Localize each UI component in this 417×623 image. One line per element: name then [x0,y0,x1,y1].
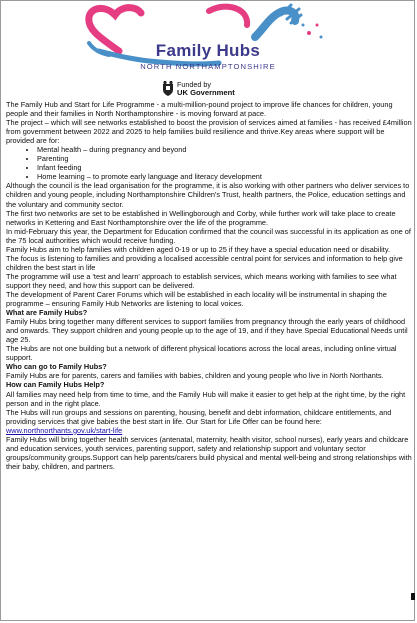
paragraph: Family Hubs bring together many different services to support families from pregnancy through the early years of childhood and onwards. They support children and young people up to the age of 19, and if they have Special Educational Needs until age 25. [6,317,408,345]
page-edge-mark [411,593,415,600]
uk-government-text: UK Government [177,88,235,97]
paragraph: The focus is listening to families and providing a localised accessible central point for services and information to help give children the best start in life [6,253,403,272]
paragraph: The Hubs are not one building but a network of different physical locations across the local areas, including online virtual support. [6,344,397,363]
funded-by-text: Funded by [177,80,211,89]
paragraph: Family Hubs will bring together health services (antenatal, maternity, health visitor, school nurses), early years and childcare and education services, youth services, parenting support, safety and relationship support and voluntary sector groups/community groups.Support can help parents/carers build physical and mental well-being and strong relationships with their baby, children, and partners. [6,434,412,471]
section-heading: What are Family Hubs? [6,308,88,318]
paragraph: The project – which will see networks established to boost the provision of services aimed at families - has received £4million from government between 2022 and 2025 to help families build resilience and thrive.Key areas where support will be provided are for: [6,118,412,146]
paragraph: All families may need help from time to time, and the Family Hub will make it easier to get help at the right time, by the right person and in the right place. [6,389,406,408]
paragraph: The development of Parent Carer Forums which will be established in each locality will be instrumental in shaping the programme – ensuring Family Hub Networks are listening to local voices. [6,289,387,309]
section-heading: Who can go to Family Hubs? [6,362,107,372]
list-item: • Infant feeding [37,163,413,172]
royal-crest-icon [161,80,175,97]
brand-title: Family Hubs [155,41,261,60]
paragraph: In mid-February this year, the Department for Education confirmed that the council was successful in its application as one of the 75 local authorities which would receive funding. [6,226,411,245]
article-body [6,100,413,471]
start-for-life-link[interactable]: www.northnorthants.gov.uk/start-life [6,425,123,435]
paragraph [6,408,413,435]
support-areas-list [6,145,413,181]
list-item: • Mental health – during pregnancy and beyond [37,145,413,154]
list-item: • Parenting [37,154,413,163]
section-heading: How can Family Hubs Help? [6,380,105,390]
brand-subtitle: NORTH NORTHAMPTONSHIRE [140,62,276,71]
paragraph: Although the council is the lead organisation for the programme, it is also working with other partners who deliver services to children and young people, including Northamptonshire Children's Trust, health partners, the Police, education settings and the voluntary and community sector. [6,181,410,209]
paragraph: Family Hubs aim to help families with children aged 0-19 or up to 25 if they have a special education need or disability. [6,244,390,254]
paragraph: The programme will use a 'test and learn' approach to establish services, which means working with families to see what support they need, and how this support can be delivered. [6,271,397,290]
funded-by-badge [161,80,271,98]
family-hubs-logo [1,1,416,99]
paragraph: Family Hubs are for parents, carers and families with babies, children and young people who live in North Northants. [6,371,384,381]
paragraph-text: The Hubs will run groups and sessions on parenting, housing, benefit and debt information, childcare entitlements, and providing services that give babies the best start in life. Our Start for Life Offer can be found here: [6,407,392,426]
list-item: • Home learning – to promote early language and literacy development [37,172,413,181]
paragraph: The first two networks are set to be established in Wellingborough and Corby, while further work will take place to create networks in Kettering and East Northamptonshire over the life of the programme. [6,208,396,227]
paragraph: The Family Hub and Start for Life Programme - a multi-million-pound project to improve life chances for children, young people and their families in North Northamptonshire - is moving forward at pace. [6,100,393,119]
